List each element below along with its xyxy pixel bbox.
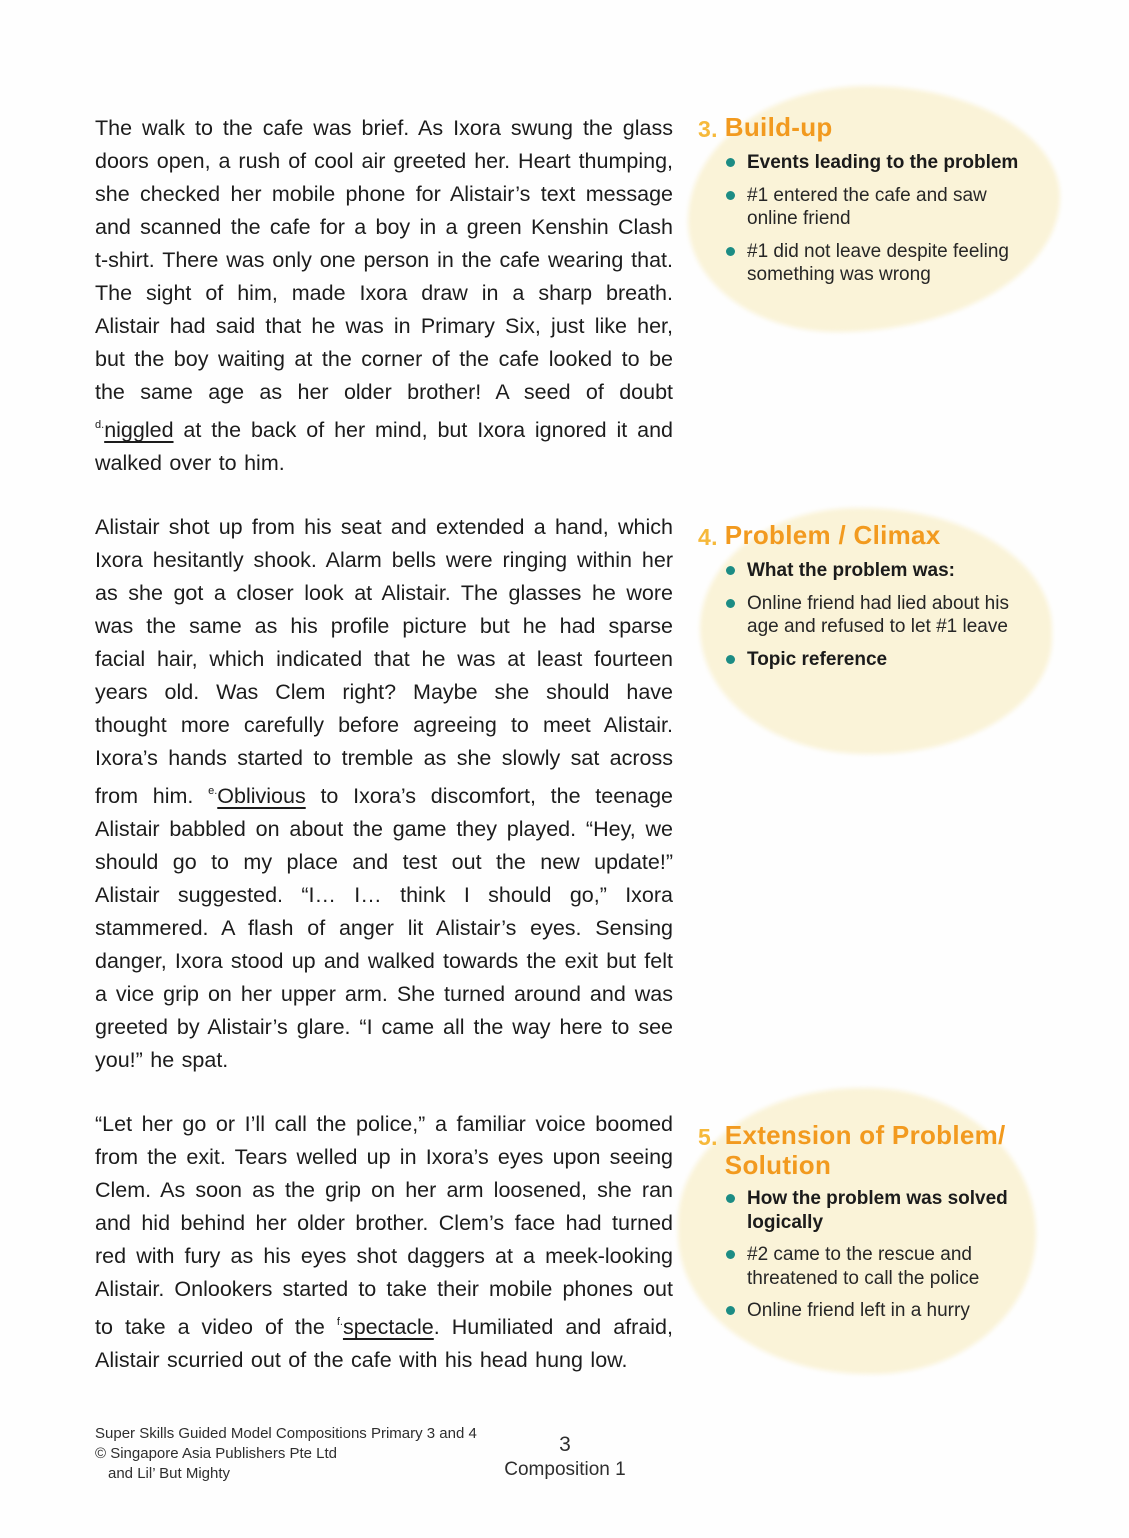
- annotation-heading: [698, 112, 1038, 144]
- credit-line: and Lil’ But Mighty: [108, 1465, 231, 1482]
- annotation-title: Build-up: [724, 112, 833, 142]
- paragraph-text: Alistair shot up from his seat and extended a hand, which Ixora hesitantly shook. Alarm bells were ringing within her as she got a closer look at Alistair. The glasses he wore was the same as his profile picture but he had sparse facial hair, which indicated that he was at least fourteen years old. Was Clem right? Maybe she should have thought more carefully before agreeing to meet Alistair. Ixora’s hands started to tremble as she slowly sat across from him.: [95, 515, 673, 808]
- annotation-build-up: [698, 112, 1038, 296]
- annotation-heading: [698, 520, 1038, 552]
- glossary-word-spectacle: spectacle: [342, 1315, 434, 1339]
- annotation-bullet: What the problem was:: [726, 559, 1038, 583]
- annotation-bullet: How the problem was solved logically: [726, 1187, 1038, 1234]
- annotation-number: 4.: [698, 524, 718, 550]
- story-paragraph-1: [95, 112, 673, 480]
- annotation-title: Extension of Problem/ Solution: [724, 1120, 1006, 1180]
- footnote-marker-f: f.: [336, 1316, 343, 1328]
- paragraph-text: at the back of her mind, but Ixora ignored it and walked over to him.: [95, 418, 673, 475]
- credit-line: Super Skills Guided Model Compositions Primary 3 and 4: [95, 1425, 477, 1442]
- glossary-word-niggled: niggled: [104, 418, 174, 442]
- annotation-bullet: Events leading to the problem: [726, 151, 1038, 175]
- annotation-number: 3.: [698, 116, 718, 142]
- annotation-bullet: #2 came to the rescue and threatened to call the police: [726, 1243, 1038, 1290]
- annotation-bullet: Topic reference: [726, 648, 1038, 672]
- page-number-block: [465, 1432, 665, 1482]
- footnote-marker-d: d.: [95, 419, 105, 431]
- composition-label: Composition 1: [504, 1459, 626, 1480]
- footnote-marker-e: e.: [208, 785, 218, 797]
- paragraph-text: . Humiliated and afraid, Alistair scurried out of the cafe with his head hung low.: [95, 1315, 673, 1372]
- paragraph-text: The walk to the cafe was brief. As Ixora swung the glass doors open, a rush of cool air greeted her. Heart thumping, she checked her mobile phone for Alistair’s text message and scanned the cafe for a boy in a green Kenshin Clash t-shirt. There was only one person in the cafe wearing that. The sight of him, made Ixora draw in a sharp breath. Alistair had said that he was in Primary Six, just like her, but the boy waiting at the corner of the cafe looked to be the same age as her older brother! A seed of doubt: [95, 116, 673, 404]
- annotation-problem-climax: [698, 520, 1038, 680]
- annotation-number: 5.: [698, 1124, 718, 1150]
- paragraph-text: “Let her go or I’ll call the police,” a familiar voice boomed from the exit. Tears welled up in Ixora’s eyes upon seeing Clem. As soon as the grip on her arm loosened, she ran and hid behind her older brother. Clem’s face had turned red with fury as his eyes shot daggers at a meek-looking Alistair. Onlookers started to take their mobile phones out to take a video of the: [95, 1112, 673, 1339]
- annotation-bullet: Online friend left in a hurry: [726, 1299, 1038, 1323]
- publisher-credits: [95, 1424, 477, 1484]
- annotation-bullet: #1 did not leave despite feeling something was wrong: [726, 240, 1038, 287]
- story-paragraph-3: [95, 1108, 673, 1377]
- annotation-bullet: #1 entered the cafe and saw online friend: [726, 184, 1038, 231]
- story-paragraph-2: [95, 511, 673, 1077]
- annotation-bullet-list: [726, 1187, 1038, 1323]
- glossary-word-oblivious: Oblivious: [217, 784, 306, 808]
- annotation-bullet: Online friend had lied about his age and refused to let #1 leave: [726, 592, 1038, 639]
- paragraph-text: to Ixora’s discomfort, the teenage Alistair babbled on about the game they played. “Hey, we should go to my place and test out the new update!” Alistair suggested. “I… I… think I should go,” Ixora stammered. A flash of anger lit Alistair’s eyes. Sensing danger, Ixora stood up and walked towards the exit but felt a vice grip on her upper arm. She turned around and was greeted by Alistair’s glare. “I came all the way here to see you!” he spat.: [95, 784, 673, 1072]
- annotation-bullet-list: [726, 559, 1038, 671]
- annotation-extension-solution: [698, 1120, 1038, 1332]
- annotation-title: Problem / Climax: [724, 520, 941, 550]
- annotation-bullet-list: [726, 151, 1038, 287]
- credit-line: © Singapore Asia Publishers Pte Ltd: [95, 1445, 338, 1462]
- annotation-heading: [698, 1120, 1038, 1180]
- story-column: [95, 112, 673, 1408]
- page-number: 3: [559, 1433, 571, 1456]
